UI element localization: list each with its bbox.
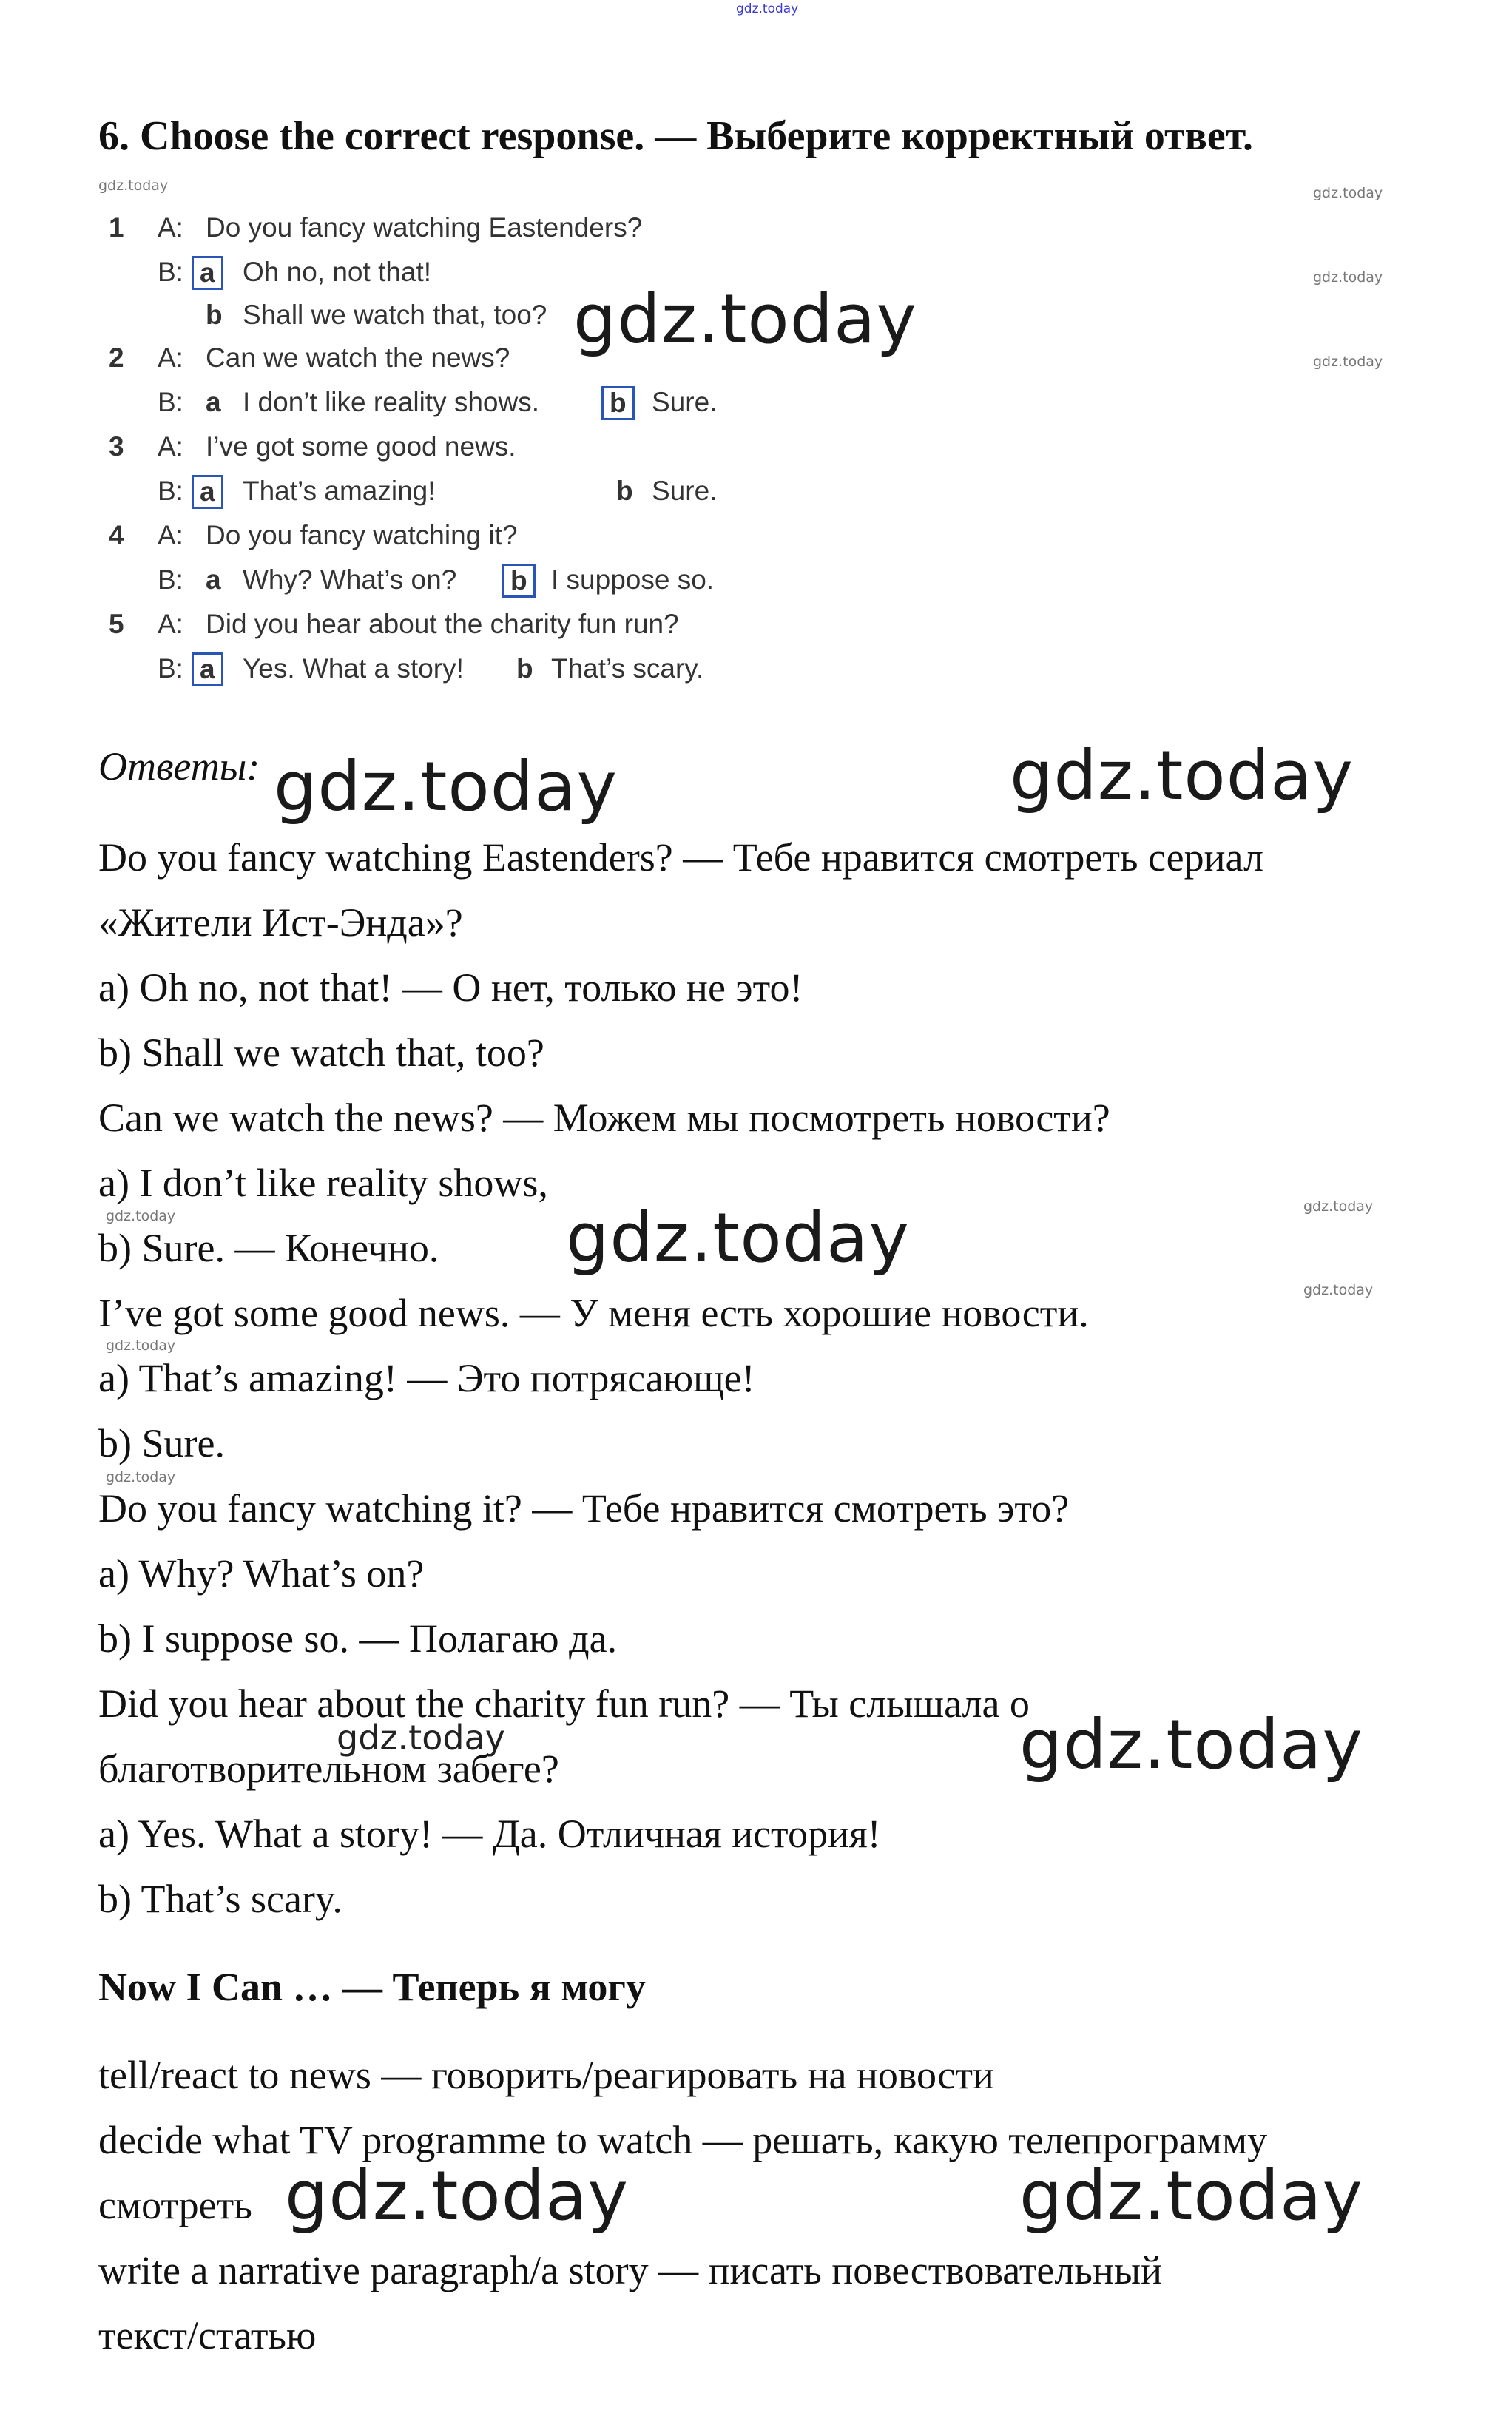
speaker-label: A: [158, 609, 183, 639]
answer-line: Do you fancy watching Eastenders? — Тебе нравится смотреть сериал [98, 835, 1263, 880]
option-a-selected: a [192, 256, 223, 290]
answer-line: «Жители Ист-Энда»? [98, 900, 463, 945]
answer-line: a) I don’t like reality shows, [98, 1161, 548, 1205]
answer-line: a) Oh no, not that! — О нет, только не это! [98, 965, 803, 1010]
answer-line: b) That’s scary. [98, 1877, 342, 1921]
answer-line: b) Sure. [98, 1421, 225, 1465]
watermark-small: gdz.today [1313, 269, 1383, 286]
watermark-large: gdz.today [274, 747, 618, 826]
answer-line: b) I suppose so. — Полагаю да. [98, 1616, 618, 1661]
speaker-label: B: [158, 476, 183, 506]
option-a-text: Yes. What a story! [243, 653, 464, 684]
speaker-label: B: [158, 387, 183, 417]
answer-line: Can we watch the news? — Можем мы посмотреть новости? [98, 1096, 1110, 1140]
option-a-text: Oh no, not that! [243, 257, 432, 287]
item-number: 1 [109, 212, 124, 243]
answers-label: Ответы: [98, 744, 260, 789]
speaker-label: B: [158, 653, 183, 684]
answer-line: a) Why? What’s on? [98, 1551, 425, 1596]
option-a: a [206, 564, 221, 595]
watermark-small: gdz.today [106, 1208, 176, 1224]
speaker-label: A: [158, 342, 183, 373]
option-b-selected: b [502, 564, 536, 598]
answer-line: I’ve got some good news. — У меня есть хорошие новости. [98, 1291, 1089, 1335]
answer-line: b) Sure. — Конечно. [98, 1226, 439, 1270]
exercise-heading: 6. Choose the correct response. — Выберите корректный ответ. [98, 113, 1254, 159]
watermark-small: gdz.today [106, 1337, 176, 1354]
question-text: Can we watch the news? [206, 342, 510, 373]
watermark-small: gdz.today [1303, 1282, 1374, 1298]
now-i-can-line: текст/статью [98, 2313, 317, 2358]
speaker-label: B: [158, 257, 183, 287]
option-a-selected: a [192, 475, 223, 509]
answer-line: благотворительном забеге? [98, 1747, 559, 1791]
watermark-small: gdz.today [1303, 1198, 1374, 1215]
watermark-small: gdz.today [1313, 354, 1383, 370]
now-i-can-line: смотреть [98, 2183, 252, 2227]
textbook-exercise-scan [98, 194, 749, 704]
question-text: Did you hear about the charity fun run? [206, 609, 679, 639]
speaker-label: A: [158, 212, 183, 243]
speaker-label: A: [158, 520, 183, 550]
item-number: 5 [109, 609, 124, 639]
option-b-text: That’s scary. [551, 653, 704, 684]
now-i-can-line: tell/react to news — говорить/реагировать на новости [98, 2053, 994, 2097]
option-b-text: Shall we watch that, too? [243, 300, 547, 330]
watermark-top: gdz.today [736, 1, 799, 16]
item-number: 3 [109, 431, 124, 462]
question-text: Do you fancy watching Eastenders? [206, 212, 643, 243]
watermark-large: gdz.today [573, 280, 917, 359]
option-a-text: Why? What’s on? [243, 564, 457, 595]
question-text: I’ve got some good news. [206, 431, 516, 462]
watermark-large: gdz.today [1010, 736, 1354, 815]
option-a-text: I don’t like reality shows. [243, 387, 540, 417]
watermark-medium: gdz.today [337, 1718, 505, 1758]
option-b-text: I suppose so. [551, 564, 715, 595]
answer-line: Do you fancy watching it? — Тебе нравится смотреть это? [98, 1486, 1070, 1531]
watermark-large: gdz.today [1019, 1705, 1363, 1784]
now-i-can-line: decide what TV programme to watch — решать, какую телепрограмму [98, 2118, 1268, 2162]
speaker-label: A: [158, 431, 183, 462]
answer-line: a) That’s amazing! — Это потрясающе! [98, 1356, 755, 1400]
item-number: 4 [109, 520, 124, 550]
option-b: b [516, 653, 533, 684]
option-b: b [206, 300, 223, 330]
now-i-can-line: write a narrative paragraph/a story — писать повествовательный [98, 2248, 1163, 2292]
option-a-selected: a [192, 652, 223, 686]
watermark-large: gdz.today [566, 1198, 910, 1278]
watermark-large: gdz.today [285, 2156, 629, 2235]
answer-line: b) Shall we watch that, too? [98, 1030, 544, 1075]
watermark-large: gdz.today [1019, 2156, 1363, 2235]
option-b-text: Sure. [652, 387, 718, 417]
watermark-small: gdz.today [1313, 185, 1383, 201]
speaker-label: B: [158, 564, 183, 595]
option-a: a [206, 387, 221, 417]
option-b-text: Sure. [652, 476, 718, 506]
item-number: 2 [109, 342, 124, 373]
now-i-can-heading: Now I Can … — Теперь я могу [98, 1965, 646, 2009]
option-b: b [616, 476, 633, 506]
answer-line: Did you hear about the charity fun run? — Ты слышала о [98, 1681, 1030, 1726]
answer-line: a) Yes. What a story! — Да. Отличная история! [98, 1812, 881, 1856]
watermark-small: gdz.today [106, 1469, 176, 1485]
watermark-small: gdz.today [98, 178, 169, 194]
question-text: Do you fancy watching it? [206, 520, 518, 550]
option-a-text: That’s amazing! [243, 476, 436, 506]
option-b-selected: b [601, 386, 635, 420]
